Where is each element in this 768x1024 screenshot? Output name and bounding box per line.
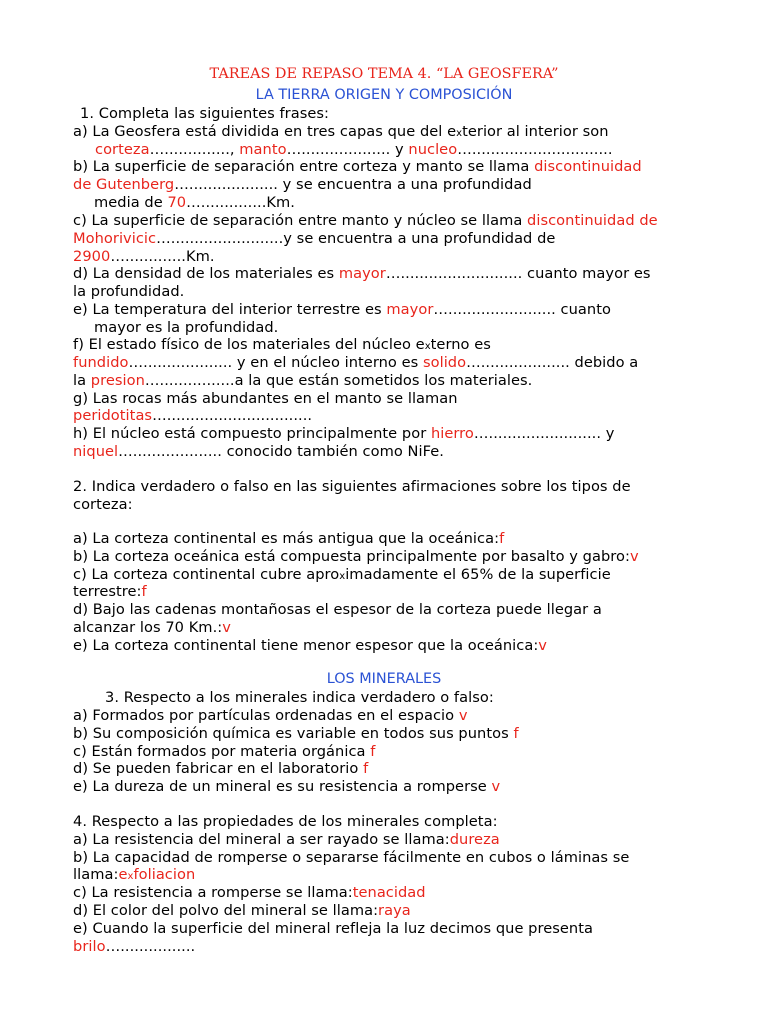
answer-2900: 2900 (73, 248, 111, 265)
q2-b: b) La corteza oceánica está compuesta principalmente por basalto y gabro:v (73, 548, 639, 565)
answer-nucleo: nucleo (408, 141, 458, 158)
q1-g-line1: g) Las rocas más abundantes en el manto se llaman (73, 390, 458, 407)
answer-hierro: hierro (430, 425, 474, 442)
document-title: TAREAS DE REPASO TEMA 4. “LA GEOSFERA” (209, 66, 559, 82)
q4-d: d) El color del polvo del mineral se llama:raya (73, 902, 411, 919)
q1-h-line1: h) El núcleo está compuesto principalmente por hierro…........................ y (73, 425, 615, 442)
q1-g-line2: peridotitas…............................... (73, 407, 313, 424)
answer-fundido: fundido (73, 354, 129, 371)
q1-f-line2: fundido…................... y en el núcleo interno es solido…................... debido a (73, 354, 639, 371)
q1-e-line2: mayor es la profundidad. (94, 319, 279, 336)
answer-discontinuidad-gutenberg: discontinuidad (534, 158, 642, 175)
q4-b-line1: b) La capacidad de romperse o separarse fácilmente en cubos o láminas se (73, 849, 630, 866)
q1-d-line1: d) La densidad de los materiales es mayor….......................... cuanto mayor es (73, 265, 651, 282)
answer-mayor-temperatura: mayor (386, 301, 434, 318)
q2-d-line2: alcanzar los 70 Km.:v (73, 619, 231, 636)
section-title-tierra: LA TIERRA ORIGEN Y COMPOSICIÓN (255, 87, 513, 103)
answer-manto: manto (239, 141, 287, 158)
answer-niquel: niquel (73, 443, 119, 460)
answer-discontinuidad-mohorivicic: discontinuidad de (527, 212, 658, 229)
q4-e-line2: brilo…................ (73, 938, 196, 955)
q1-f-line3: la presion…................a la que están sometidos los materiales. (73, 372, 533, 389)
q2-d-line1: d) Bajo las cadenas montañosas el espesor de la corteza puede llegar a (73, 601, 602, 618)
q2-intro-line2: corteza: (73, 496, 133, 513)
answer-solido: solido (422, 354, 467, 371)
q4-e-line1: e) Cuando la superficie del mineral refleja la luz decimos que presenta (73, 920, 593, 937)
q3-intro: 3. Respecto a los minerales indica verdadero o falso: (105, 689, 494, 706)
q4-c: c) La resistencia a romperse se llama:tenacidad (73, 884, 426, 901)
q1-b-line1: b) La superficie de separación entre corteza y manto se llama discontinuidad (73, 158, 642, 175)
q1-c-line1: c) La superficie de separación entre manto y núcleo se llama discontinuidad de (73, 212, 658, 229)
q3-c: c) Están formados por materia orgánica f (73, 743, 376, 760)
q2-e: e) La corteza continental tiene menor espesor que la oceánica:v (73, 637, 547, 654)
q1-a-line2: corteza….............., manto…................... y nucleo….............................. (95, 141, 613, 158)
q1-b-line2: de Gutenberg…................... y se encuentra a una profundidad (73, 176, 532, 193)
q2-c-line2: terrestre:f (73, 583, 147, 600)
q1-d-line2: la profundidad. (73, 283, 185, 300)
q3-e: e) La dureza de un mineral es su resistencia a romperse v (73, 778, 501, 795)
answer-mayor-densidad: mayor (338, 265, 386, 282)
q3-d: d) Se pueden fabricar en el laboratorio f (73, 760, 369, 777)
q3-a: a) Formados por partículas ordenadas en el espacio v (73, 707, 468, 724)
q1-a-line1: a) La Geosfera está dividida en tres capas que del exterior al interior son (73, 123, 609, 140)
q2-intro-line1: 2. Indica verdadero o falso en las siguientes afirmaciones sobre los tipos de (73, 478, 631, 495)
q1-f-line1: f) El estado físico de los materiales del núcleo externo es (73, 336, 491, 353)
answer-70: 70 (167, 194, 187, 211)
q2-a: a) La corteza continental es más antigua que la oceánica:f (73, 530, 505, 547)
answer-presion: presion (90, 372, 145, 389)
q3-b: b) Su composición química es variable en todos sus puntos f (73, 725, 519, 742)
q1-c-line2: Mohorivicic…........................y se encuentra a una profundidad de (73, 230, 556, 247)
q1-intro: 1. Completa las siguientes frases: (80, 105, 330, 122)
q1-e-line1: e) La temperatura del interior terrestre es mayor…....................... cuanto (73, 301, 611, 318)
q1-b-line3: media de 70…..............Km. (94, 194, 295, 211)
q4-a: a) La resistencia del mineral a ser rayado se llama:dureza (73, 831, 500, 848)
q1-c-line3: 2900….............Km. (73, 248, 215, 265)
section-title-minerales: LOS MINERALES (326, 671, 442, 687)
q1-h-line2: niquel…................... conocido también como NiFe. (73, 443, 444, 460)
q4-b-line2: llama:exfoliacion (73, 866, 196, 883)
answer-corteza: corteza (95, 141, 150, 158)
q4-intro: 4. Respecto a las propiedades de los minerales completa: (73, 813, 498, 830)
q2-c-line1: c) La corteza continental cubre aproximadamente el 65% de la superficie (73, 566, 611, 583)
answer-peridotitas: peridotitas (73, 407, 153, 424)
